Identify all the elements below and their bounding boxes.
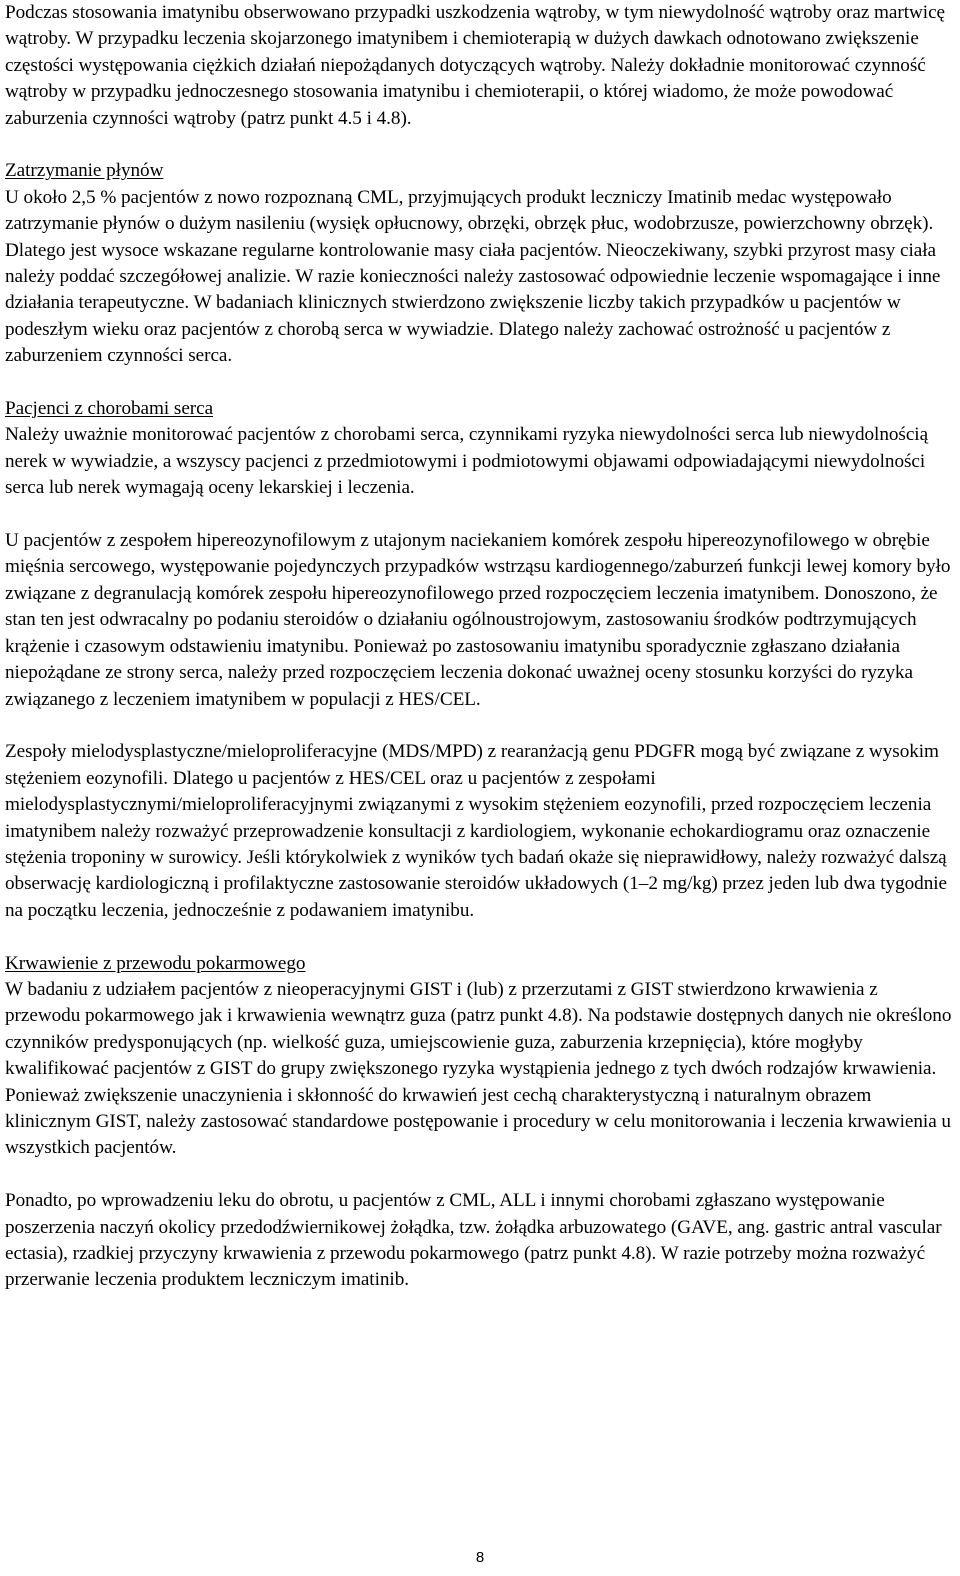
paragraph-liver-damage [5, 0, 957, 132]
section-heading: Krwawienie z przewodu pokarmowego [5, 952, 306, 974]
paragraph-gave [5, 1188, 957, 1294]
paragraph-text: Podczas stosowania imatynibu obserwowano przypadki uszkodzenia wątroby, w tym niewydolność wątroby oraz martwicę wątroby. W przypadku leczenia skojarzonego imatynibem i chemioterapią w dużych dawkach odnotowano zwiększenie częstości występowania ciężkich działań niepożądanych dotyczących wątroby. Należy dokładnie monitorować czynność wątroby w przypadku jednoczesnego stosowania imatynibu i chemioterapii, o której wiadomo, że może powodować zaburzenia czynności wątroby (patrz punkt 4.5 i 4.8). [5, 2, 946, 129]
paragraph-text: Ponadto, po wprowadzeniu leku do obrotu, u pacjentów z CML, ALL i innymi chorobami zgłaszano występowanie poszerzenia naczyń okolicy przedodźwiernikowej żołądka, tzw. żołądka arbuzowatego (GAVE, ang. gastric antral vascular ectasia), rzadkiej przyczyny krwawienia z przewodu pokarmowego (patrz punkt 4.8). W razie potrzeby można rozważyć przerwanie leczenia produktem leczniczym imatinib. [5, 1190, 942, 1291]
page-number: 8 [475, 1549, 485, 1566]
section-heart-disease [5, 396, 957, 502]
paragraph-text: Zespoły mielodysplastyczne/mieloproliferacyjne (MDS/MPD) z rearanżacją genu PDGFR mogą być związane z wysokim stężeniem eozynofili. Dlatego u pacjentów z HES/CEL oraz u pacjentów z zespołami mielodysplastycznymi/mieloproliferacyjnymi związanymi z wysokim stężeniem eozynofili, przed rozpoczęciem leczenia imatynibem należy rozważyć przeprowadzenie konsultacji z kardiologiem, wykonanie echokardiogramu oraz oznaczenie stężenia troponiny w surowicy. Jeśli którykolwiek z wyników tych badań okaże się nieprawidłowy, należy rozważyć dalszą obserwację kardiologiczną i profilaktyczne zastosowanie steroidów układowych (1–2 mg/kg) przez jeden lub dwa tygodnie na początku leczenia, jednocześnie z podawaniem imatynibu. [5, 741, 948, 921]
paragraph-text: U pacjentów z zespołem hipereozynofilowym z utajonym naciekaniem komórek zespołu hipereozynofilowego w obrębie mięśnia sercowego, występowanie pojedynczych przypadków wstrząsu kardiogennego/zaburzeń funkcji lewej komory było związane z degranulacją komórek zespołu hipereozynofilowego przed rozpoczęciem leczenia imatynibem. Donoszono, że stan ten jest odwracalny po podaniu steroidów o działaniu ogólnoustrojowym, zastosowaniu środków podtrzymujących krążenie i czasowym odstawieniu imatynibu. Ponieważ po zastosowaniu imatynibu sporadycznie zgłaszano działania niepożądane ze strony serca, należy przed rozpoczęciem leczenia dokonać uważnej oceny stosunku korzyści do ryzyka związanego z leczeniem imatynibem w populacji z HES/CEL. [5, 530, 951, 710]
paragraph-text: U około 2,5 % pacjentów z nowo rozpoznaną CML, przyjmujących produkt leczniczy Imatinib medac występowało zatrzymanie płynów o dużym nasileniu (wysięk opłucnowy, obrzęki, obrzęk płuc, wodobrzusze, powierzchowny obrzęk). Dlatego jest wysoce wskazane regularne kontrolowanie masy ciała pacjentów. Nieoczekiwany, szybki przyrost masy ciała należy poddać szczegółowej analizie. W razie konieczności należy zastosować odpowiednie leczenie wspomagające i inne działania terapeutyczne. W badaniach klinicznych stwierdzono zwiększenie liczby takich przypadków u pacjentów w podeszłym wieku oraz pacjentów z chorobą serca w wywiadzie. Dlatego należy zachować ostrożność u pacjentów z zaburzeniem czynności serca. [5, 186, 941, 367]
section-heading: Pacjenci z chorobami serca [5, 398, 214, 420]
section-heading: Zatrzymanie płynów [5, 160, 164, 182]
section-fluid-retention [5, 158, 957, 369]
section-gi-bleeding [5, 951, 957, 1162]
paragraph-text: W badaniu z udziałem pacjentów z nieoperacyjnymi GIST i (lub) z przerzutami z GIST stwierdzono krwawienia z przewodu pokarmowego jak i krwawienia wewnątrz guza (patrz punkt 4.8). Na podstawie dostępnych danych nie określono czynników predysponujących (np. wielkość guza, umiejscowienie guza, zaburzenia krzepnięcia), które mogłyby kwalifikować pacjentów z GIST do grupy zwiększonego ryzyka wystąpienia jednego z tych dwóch rodzajów krwawienia. Ponieważ zwiększenie unaczynienia i skłonność do krwawień jest cechą charakterystyczną i naturalnym obrazem klinicznym GIST, należy zastosować standardowe postępowanie i procedury w celu monitorowania i leczenia krwawienia u wszystkich pacjentów. [5, 978, 952, 1159]
paragraph-hes [5, 528, 957, 713]
paragraph-text: Należy uważnie monitorować pacjentów z chorobami serca, czynnikami ryzyka niewydolności serca lub niewydolnością nerek w wywiadzie, a wszyscy pacjenci z przedmiotowymi i podmiotowymi objawami odpowiadającymi niewydolności serca lub nerek wymagają oceny lekarskiej i leczenia. [5, 424, 929, 499]
document-page [5, 0, 957, 1320]
paragraph-mds-mpd [5, 739, 957, 924]
